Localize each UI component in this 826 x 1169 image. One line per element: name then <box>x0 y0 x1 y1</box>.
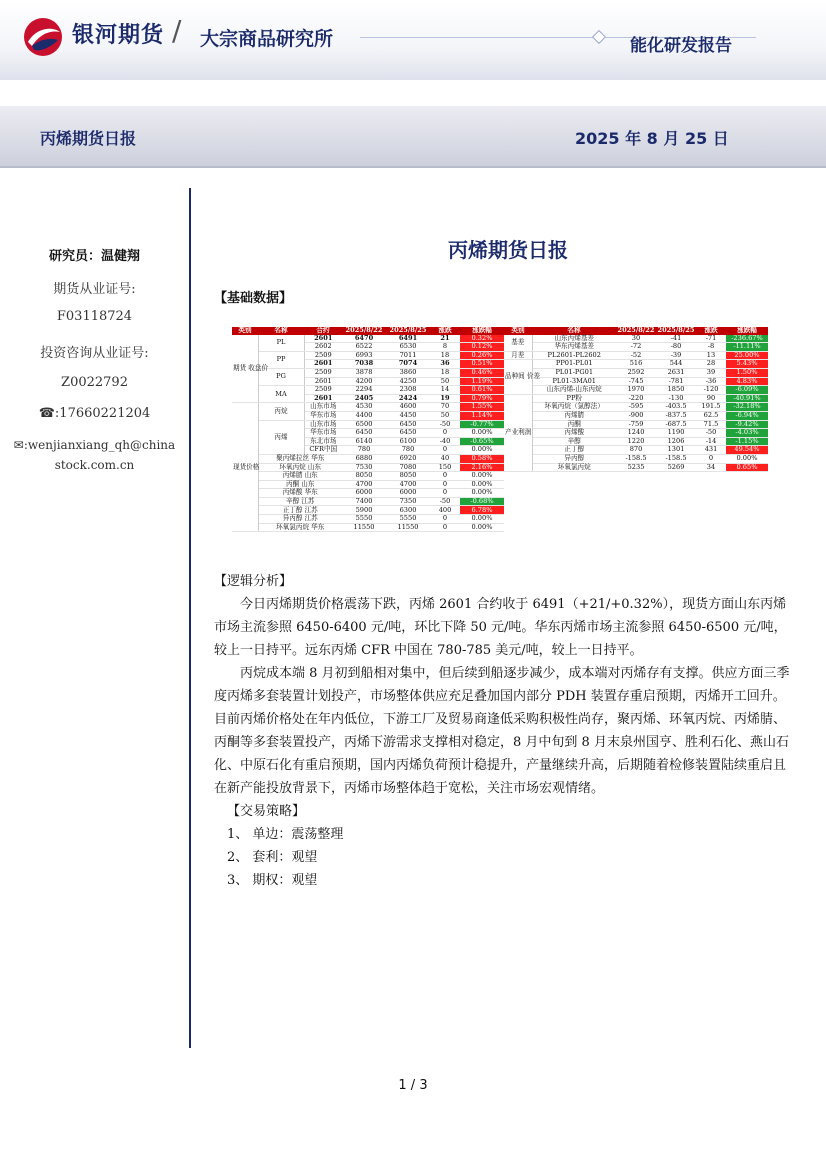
table-row <box>232 386 504 395</box>
change-pct-cell: 0.58% <box>460 454 504 463</box>
report-date: 2025 年 8 月 25 日 <box>575 129 729 148</box>
researcher-name: 研究员：温健翔 <box>48 249 140 264</box>
value-cell: -158.5 <box>616 454 656 463</box>
value-cell: -403.5 <box>656 403 696 412</box>
change-cell: 39 <box>696 368 726 377</box>
change-cell: 0 <box>430 523 460 532</box>
product-name-cell: 环氧氯丙烷 华东 <box>258 523 342 532</box>
change-pct-cell: 0.00% <box>460 523 504 532</box>
value-cell: 1190 <box>656 429 696 438</box>
table-row <box>232 523 504 532</box>
price-cell: 11550 <box>386 523 430 532</box>
value-cell: -595 <box>616 403 656 412</box>
price-cell: 4600 <box>386 403 430 412</box>
table-header-cell: 名称 <box>258 327 304 335</box>
futures-cert-label: 期货从业证号: <box>53 282 136 297</box>
value-cell: -72 <box>616 343 656 352</box>
strategy-item: 3、 期权：观望 <box>227 873 318 888</box>
change-cell: 62.5 <box>696 411 726 420</box>
advisory-cert-number: Z0022792 <box>61 375 128 390</box>
category-cell: 期货 收盘价 <box>232 335 258 403</box>
contract-cell: 2509 <box>304 368 342 377</box>
price-cell: 4450 <box>386 411 430 420</box>
price-cell: 3860 <box>386 368 430 377</box>
value-cell: 1301 <box>656 446 696 455</box>
value-cell: -745 <box>616 377 656 386</box>
price-cell: 3878 <box>342 368 386 377</box>
spread-name-cell: 丙烯腈 <box>532 411 616 420</box>
price-cell: 6450 <box>386 429 430 438</box>
change-cell: 19 <box>430 394 460 403</box>
product-name-cell: 异丙醇 江苏 <box>258 515 342 524</box>
category-cell: 产业利润 <box>504 394 532 471</box>
change-pct-cell: 0.61% <box>460 386 504 395</box>
price-cell: 6100 <box>386 437 430 446</box>
section-basic-data: 【基础数据】 <box>214 291 293 306</box>
change-pct-cell: 1.19% <box>460 377 504 386</box>
price-cell: 4700 <box>386 480 430 489</box>
price-cell: 4530 <box>342 403 386 412</box>
table-header-cell: 涨跌幅 <box>726 327 768 335</box>
change-pct-cell: 4.83% <box>726 377 768 386</box>
table-header-cell: 涨跌 <box>696 327 726 335</box>
spread-name-cell: PL01-PG01 <box>532 368 616 377</box>
change-pct-cell: -32.18% <box>726 403 768 412</box>
product-name-cell: MA <box>258 386 304 403</box>
change-cell: -50 <box>430 420 460 429</box>
value-cell: -80 <box>656 343 696 352</box>
basic-data-table-image <box>232 327 768 549</box>
value-cell: 1850 <box>656 386 696 395</box>
table-header-cell: 类别 <box>504 327 532 335</box>
value-cell: 5269 <box>656 463 696 472</box>
change-pct-cell: 0.00% <box>726 454 768 463</box>
change-pct-cell: -0.68% <box>460 497 504 506</box>
galaxy-logo-icon <box>22 16 64 58</box>
change-cell: -14 <box>696 437 726 446</box>
value-cell: 1220 <box>616 437 656 446</box>
price-cell: 6000 <box>386 489 430 498</box>
change-cell: 50 <box>430 377 460 386</box>
value-cell: 2631 <box>656 368 696 377</box>
value-cell: 516 <box>616 360 656 369</box>
change-cell: 28 <box>696 360 726 369</box>
value-cell: 1206 <box>656 437 696 446</box>
change-pct-cell: 0.00% <box>460 489 504 498</box>
spread-name-cell: 辛醇 <box>532 437 616 446</box>
spread-name-cell: 丙酮 <box>532 420 616 429</box>
price-cell: 780 <box>386 446 430 455</box>
price-cell: 6450 <box>342 429 386 438</box>
spread-name-cell: 正丁醇 <box>532 446 616 455</box>
market-cell: 东北市场 <box>304 437 342 446</box>
spread-name-cell: 异丙醇 <box>532 454 616 463</box>
price-cell: 6491 <box>386 335 430 343</box>
band-title: 丙烯期货日报 <box>40 129 137 148</box>
contract-cell: 2601 <box>304 394 342 403</box>
table-header-cell: 涨跌 <box>430 327 460 335</box>
change-cell: 400 <box>430 506 460 515</box>
contract-cell: 2601 <box>304 377 342 386</box>
price-cell: 6500 <box>342 420 386 429</box>
price-cell: 4250 <box>386 377 430 386</box>
futures-cert-number: F03118724 <box>56 309 133 324</box>
change-pct-cell: -4.03% <box>726 429 768 438</box>
change-cell: 40 <box>430 454 460 463</box>
value-cell: -52 <box>616 351 656 360</box>
change-pct-cell: 25.00% <box>726 351 768 360</box>
price-cell: 5900 <box>342 506 386 515</box>
analysis-section <box>214 570 796 892</box>
change-pct-cell: -0.77% <box>460 420 504 429</box>
change-pct-cell: 0.00% <box>460 480 504 489</box>
change-pct-cell: -11.11% <box>726 343 768 352</box>
change-cell: 0 <box>430 489 460 498</box>
table-row <box>232 472 504 481</box>
change-cell: -40 <box>430 437 460 446</box>
document-title: 丙烯期货日报 <box>448 238 568 262</box>
sidebar-divider <box>189 188 191 1048</box>
change-pct-cell: 0.51% <box>460 360 504 369</box>
category-cell: 品种间 价差 <box>504 360 532 394</box>
price-cell: 6920 <box>386 454 430 463</box>
change-pct-cell: -0.65% <box>460 437 504 446</box>
change-cell: 50 <box>430 411 460 420</box>
change-cell: 34 <box>696 463 726 472</box>
value-cell: -759 <box>616 420 656 429</box>
change-cell: 18 <box>430 368 460 377</box>
spread-name-cell: 环氧氯丙烷 <box>532 463 616 472</box>
change-cell: 14 <box>430 386 460 395</box>
table-row <box>504 454 768 463</box>
contract-cell: 2602 <box>304 343 342 352</box>
value-cell: 5235 <box>616 463 656 472</box>
change-cell: 0 <box>430 515 460 524</box>
price-cell: 6470 <box>342 335 386 343</box>
strategy-heading: 【交易策略】 <box>227 804 306 819</box>
table-header-cell: 2025/8/22 <box>342 327 386 335</box>
change-pct-cell: -1.15% <box>726 437 768 446</box>
change-pct-cell: 0.79% <box>460 394 504 403</box>
change-pct-cell: 6.78% <box>460 506 504 515</box>
product-name-cell: 正丁醇 江苏 <box>258 506 342 515</box>
change-cell: 431 <box>696 446 726 455</box>
spread-name-cell: PL01-3MA01 <box>532 377 616 386</box>
change-pct-cell: -9.42% <box>726 420 768 429</box>
brand-name: 银河期货 <box>72 23 165 48</box>
analysis-paragraph-1: 今日丙烯期货价格震荡下跌，丙烯 2601 合约收于 6491（+21/+0.32%），现货方面山东丙烯市场主流参照 6450-6400 元/吨，环比下降 50 元/吨。华东丙烯市场主流参照 6450-6500 元/吨，较上一日持平。远东丙烯 CFR 中国在 780-785 美元/吨，较上一日持平。 <box>214 597 787 658</box>
spread-name-cell: 山东丙烯基差 <box>532 335 616 343</box>
price-cell: 6522 <box>342 343 386 352</box>
price-cell: 6000 <box>342 489 386 498</box>
product-name-cell: PG <box>258 368 304 385</box>
change-cell: 150 <box>430 463 460 472</box>
change-pct-cell: 0.00% <box>460 429 504 438</box>
value-cell: -220 <box>616 394 656 403</box>
category-cell: 现货价格 <box>232 403 258 532</box>
price-cell: 6993 <box>342 351 386 360</box>
right-spread-table <box>504 327 768 472</box>
table-header-cell: 合约 <box>304 327 342 335</box>
table-header-cell: 涨跌幅 <box>460 327 504 335</box>
change-pct-cell: 2.16% <box>460 463 504 472</box>
product-name-cell: PL <box>258 335 304 352</box>
change-pct-cell: 1.14% <box>460 411 504 420</box>
change-cell: 13 <box>696 351 726 360</box>
product-name-cell: 丙烯酸 华东 <box>258 489 342 498</box>
change-pct-cell: 0.32% <box>460 335 504 343</box>
product-name-cell: 丙烯 <box>258 420 304 454</box>
change-cell: -50 <box>696 429 726 438</box>
change-cell: 70 <box>430 403 460 412</box>
change-pct-cell: 5.43% <box>726 360 768 369</box>
table-row <box>504 463 768 472</box>
price-cell: 4200 <box>342 377 386 386</box>
price-cell: 5550 <box>342 515 386 524</box>
change-pct-cell: 0.26% <box>460 351 504 360</box>
market-cell: 山东市场 <box>304 403 342 412</box>
table-row <box>504 429 768 438</box>
page-number: 1 / 3 <box>398 1078 428 1093</box>
price-cell: 6140 <box>342 437 386 446</box>
advisory-cert-label: 投资咨询从业证号: <box>40 346 149 361</box>
price-cell: 7038 <box>342 360 386 369</box>
spread-name-cell: 环氧丙烷（氯醇法） <box>532 403 616 412</box>
institute-name: 大宗商品研究所 <box>200 28 334 50</box>
price-cell: 6880 <box>342 454 386 463</box>
price-cell: 7080 <box>386 463 430 472</box>
change-cell: 90 <box>696 394 726 403</box>
header-divider <box>360 37 596 38</box>
value-cell: -41 <box>656 335 696 343</box>
value-cell: -158.5 <box>656 454 696 463</box>
change-cell: 0 <box>696 454 726 463</box>
product-name-cell: 辛醇 江苏 <box>258 497 342 506</box>
price-cell: 2308 <box>386 386 430 395</box>
change-pct-cell: 49.54% <box>726 446 768 455</box>
value-cell: 1240 <box>616 429 656 438</box>
change-cell: 0 <box>430 480 460 489</box>
contract-cell: 2601 <box>304 360 342 369</box>
table-row <box>232 515 504 524</box>
change-pct-cell: -236.67% <box>726 335 768 343</box>
change-pct-cell: -40.91% <box>726 394 768 403</box>
table-row <box>232 497 504 506</box>
price-cell: 7011 <box>386 351 430 360</box>
change-cell: 0 <box>430 429 460 438</box>
change-cell: 0 <box>430 472 460 481</box>
change-pct-cell: 1.55% <box>460 403 504 412</box>
product-name-cell: 丙烷 <box>258 403 304 420</box>
table-row <box>504 343 768 352</box>
price-cell: 7400 <box>342 497 386 506</box>
change-cell: 71.5 <box>696 420 726 429</box>
category-cell: 基差 <box>504 335 532 352</box>
table-row <box>504 411 768 420</box>
spread-name-cell: 丙烯酸 <box>532 429 616 438</box>
change-cell: 191.5 <box>696 403 726 412</box>
change-pct-cell: 0.46% <box>460 368 504 377</box>
value-cell: -39 <box>656 351 696 360</box>
price-cell: 5550 <box>386 515 430 524</box>
table-row <box>232 368 504 377</box>
change-pct-cell: 0.00% <box>460 472 504 481</box>
value-cell: 1970 <box>616 386 656 395</box>
analysis-paragraph-2: 丙烷成本端 8 月初到船相对集中，但后续到船逐步减少，成本端对丙烯存有支撑。供应方面三季度丙烯多套装置计划投产，市场整体供应充足叠加国内部分 PDH 装置存重启预期，丙烯开工回升。目前丙烯价格处在年内低位，下游工厂及贸易商逢低采购积极性尚存，聚丙烯、环氧丙烷、丙烯腈、丙酮等多套装置投产，丙烯下游需求支撑相对稳定，8 月中旬到 8 月末泉州国亨、胜利石化、燕山石化、中原石化有重启预期，国内丙烯负荷预计稳提升，产量继续升高，后期随着检修装置陆续重启且在新产能投放背景下，丙烯市场整体趋于宽松，关注市场宏观情绪。 <box>214 666 790 796</box>
price-cell: 6300 <box>386 506 430 515</box>
value-cell: -837.5 <box>656 411 696 420</box>
price-cell: 6530 <box>386 343 430 352</box>
change-pct-cell: 0.12% <box>460 343 504 352</box>
price-cell: 7074 <box>386 360 430 369</box>
change-cell: -50 <box>430 497 460 506</box>
value-cell: 2592 <box>616 368 656 377</box>
table-row <box>232 454 504 463</box>
price-cell: 7530 <box>342 463 386 472</box>
change-pct-cell: -6.94% <box>726 411 768 420</box>
price-cell: 2294 <box>342 386 386 395</box>
market-cell: 华东市场 <box>304 411 342 420</box>
product-name-cell: 丙酮 山东 <box>258 480 342 489</box>
price-cell: 8050 <box>386 472 430 481</box>
table-header-cell: 类别 <box>232 327 258 335</box>
price-cell: 2405 <box>342 394 386 403</box>
market-cell: CFR中国 <box>304 446 342 455</box>
analysis-heading: 【逻辑分析】 <box>214 574 293 589</box>
spread-name-cell: PP01-PL01 <box>532 360 616 369</box>
change-pct-cell: 0.00% <box>460 515 504 524</box>
contract-cell: 2509 <box>304 386 342 395</box>
price-cell: 7350 <box>386 497 430 506</box>
product-name-cell: 丙烯腈 山东 <box>258 472 342 481</box>
price-cell: 4700 <box>342 480 386 489</box>
left-price-table <box>232 327 504 532</box>
product-name-cell: 环氧丙烷 山东 <box>258 463 342 472</box>
change-cell: -120 <box>696 386 726 395</box>
change-cell: -8 <box>696 343 726 352</box>
spread-name-cell: 华东丙烯基差 <box>532 343 616 352</box>
table-header-cell: 2025/8/25 <box>386 327 430 335</box>
change-pct-cell: 0.65% <box>726 463 768 472</box>
change-cell: 21 <box>430 335 460 343</box>
market-cell: 华东市场 <box>304 429 342 438</box>
value-cell: 544 <box>656 360 696 369</box>
product-name-cell: 聚丙烯拉丝 华东 <box>258 454 342 463</box>
report-type: 能化研发报告 <box>630 36 732 56</box>
change-cell: 18 <box>430 351 460 360</box>
spread-name-cell: 山东丙烯-山东丙烷 <box>532 386 616 395</box>
market-cell: 山东市场 <box>304 420 342 429</box>
spread-name-cell: PL2601-PL2602 <box>532 351 616 360</box>
price-cell: 4400 <box>342 411 386 420</box>
header-slash: / <box>172 14 182 47</box>
email-line-1: ✉:wenjianxiang_qh@china <box>13 438 176 452</box>
price-cell: 6450 <box>386 420 430 429</box>
change-pct-cell: -6.09% <box>726 386 768 395</box>
contract-cell: 2601 <box>304 335 342 343</box>
table-header-cell: 2025/8/22 <box>617 326 655 335</box>
change-cell: 8 <box>430 343 460 352</box>
strategy-item: 2、 套利：观望 <box>227 850 318 865</box>
price-cell: 2424 <box>386 394 430 403</box>
value-cell: -900 <box>616 411 656 420</box>
change-cell: 36 <box>430 360 460 369</box>
value-cell: 30 <box>616 335 656 343</box>
change-cell: -36 <box>696 377 726 386</box>
value-cell: -781 <box>656 377 696 386</box>
value-cell: -130 <box>656 394 696 403</box>
price-cell: 11550 <box>342 523 386 532</box>
change-cell: -71 <box>696 335 726 343</box>
email-line-2: stock.com.cn <box>54 458 135 472</box>
contract-cell: 2509 <box>304 351 342 360</box>
strategy-item: 1、 单边：震荡整理 <box>227 827 344 842</box>
change-pct-cell: 0.00% <box>460 446 504 455</box>
table-header-cell: 名称 <box>532 327 616 335</box>
price-cell: 780 <box>342 446 386 455</box>
value-cell: -687.5 <box>656 420 696 429</box>
price-cell: 8050 <box>342 472 386 481</box>
product-name-cell: PP <box>258 351 304 368</box>
change-pct-cell: 1.50% <box>726 368 768 377</box>
table-header-cell: 2025/8/25 <box>657 326 695 335</box>
category-cell: 月差 <box>504 351 532 360</box>
value-cell: 870 <box>616 446 656 455</box>
spread-name-cell: PP粉 <box>532 394 616 403</box>
table-row <box>504 368 768 377</box>
change-cell: 0 <box>430 446 460 455</box>
phone-number: ☎:17660221204 <box>38 406 151 421</box>
table-row <box>504 386 768 395</box>
